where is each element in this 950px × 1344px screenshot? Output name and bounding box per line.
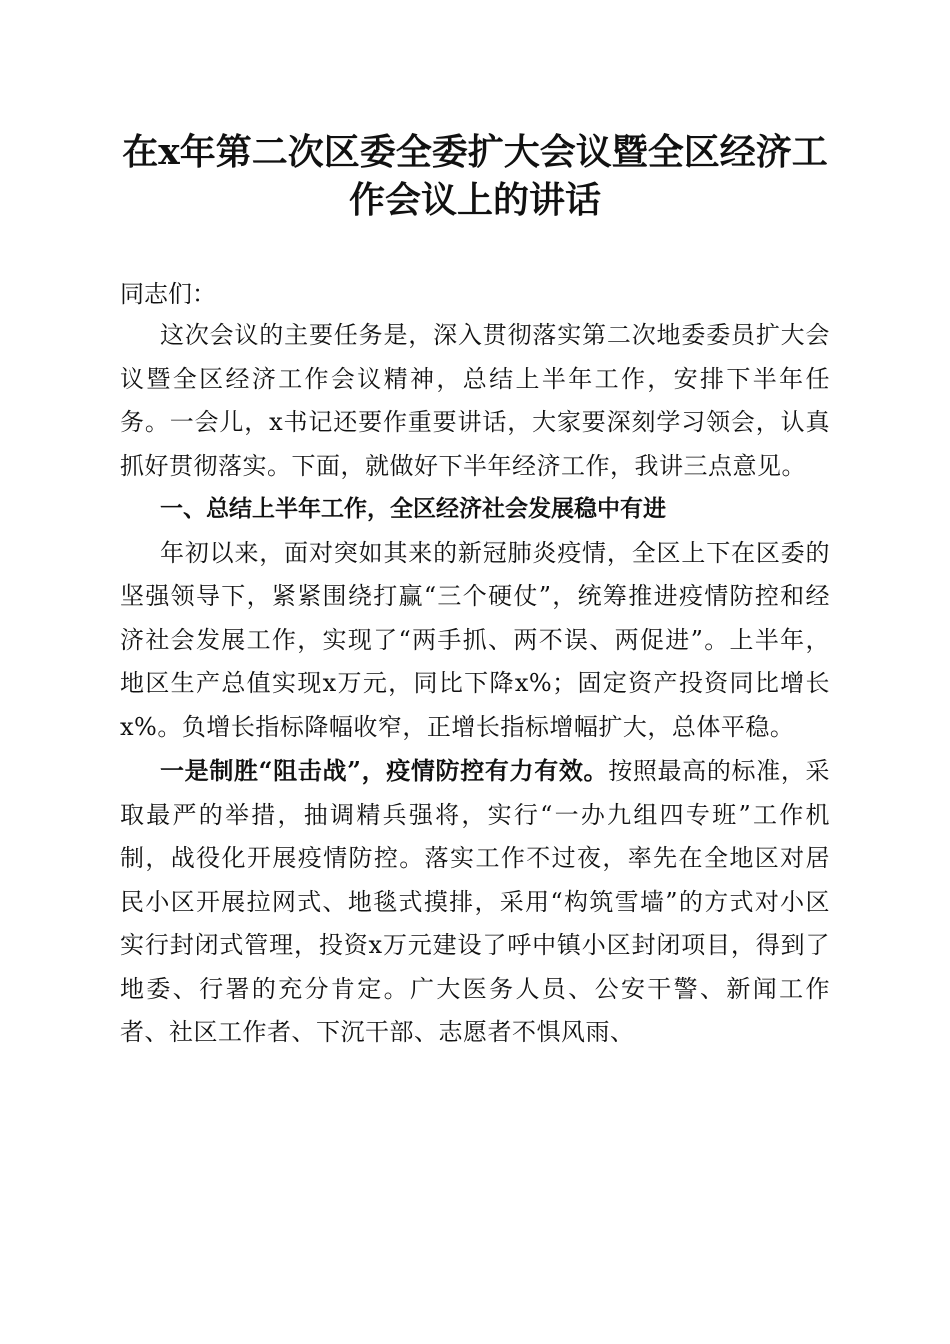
point-1-lead: 一是制胜“阻击战”，疫情防控有力有效。 bbox=[160, 756, 609, 785]
section-1-paragraph: 年初以来，面对突如其来的新冠肺炎疫情，全区上下在区委的坚强领导下，紧紧围绕打赢“三个硬仗”，统筹推进疫情防控和经济社会发展工作，实现了“两手抓、两不误、两促进”。上半年，地区生产总值实现x万元，同比下降x%；固定资产投资同比增长x%。负增长指标降幅收窄，正增长指标增幅扩大，总体平稳。 bbox=[120, 538, 830, 741]
intro-paragraph: 这次会议的主要任务是，深入贯彻落实第二次地委委员扩大会议暨全区经济工作会议精神，总结上半年工作，安排下半年任务。一会儿，x书记还要作重要讲话，大家要深刻学习领会，认真抓好贯彻落实。下面，就做好下半年经济工作，我讲三点意见。 bbox=[120, 321, 830, 480]
point-1-paragraph bbox=[120, 749, 830, 1055]
document-title bbox=[120, 128, 830, 224]
document-page bbox=[120, 128, 830, 1055]
title-line-1: 在x年第二次区委全委扩大会议暨全区经济工 bbox=[122, 131, 828, 173]
point-1-body: 按照最高的标准，采取最严的举措，抽调精兵强将，实行“一办九组四专班”工作机制，战役化开展疫情防控。落实工作不过夜，率先在全地区对居民小区开展拉网式、地毯式摸排，采用“构筑雪墙”的方式对小区实行封闭式管理，投资x万元建设了呼中镇小区封闭项目，得到了地委、行署的充分肯定。广大医务人员、公安干警、新闻工作者、社区工作者、下沉干部、志愿者不惧风雨、 bbox=[120, 757, 831, 1046]
salutation: 同志们： bbox=[120, 280, 216, 308]
title-line-2: 作会议上的讲话 bbox=[348, 179, 601, 221]
section-1-heading: 一、总结上半年工作，全区经济社会发展稳中有进 bbox=[160, 496, 666, 522]
